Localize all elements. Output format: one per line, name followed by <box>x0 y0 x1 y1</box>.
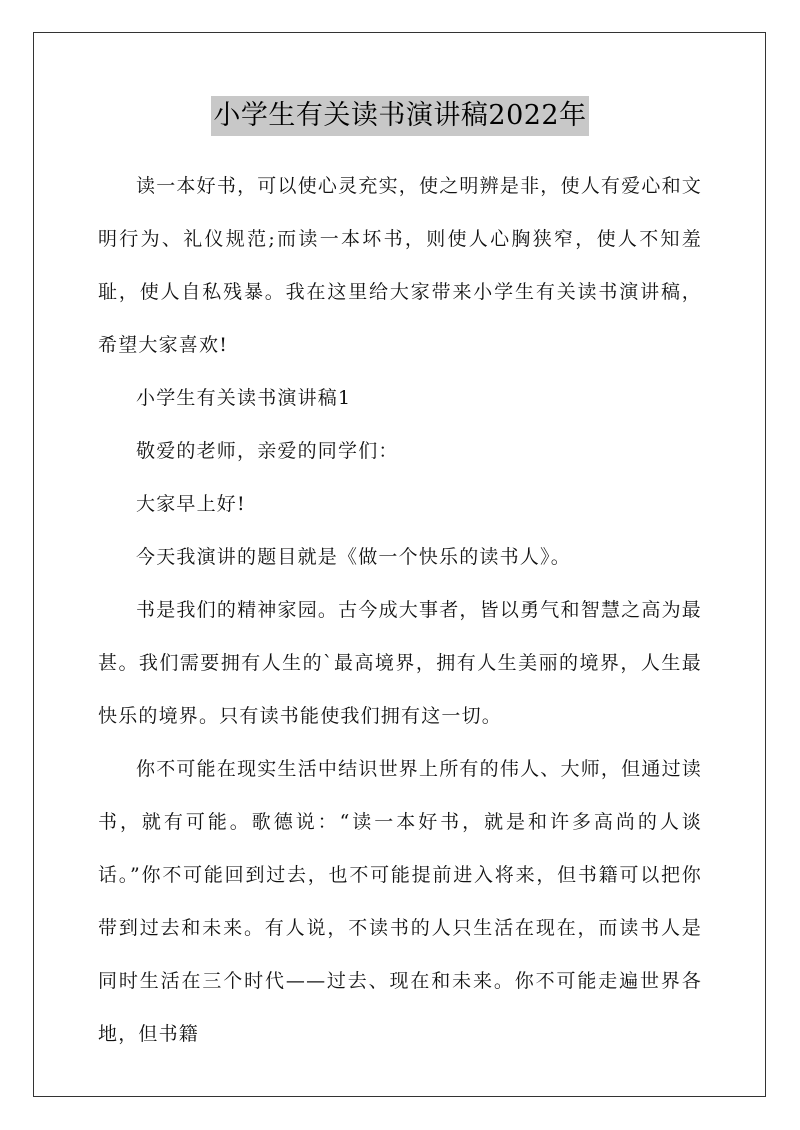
greeting: 大家早上好! <box>136 493 246 515</box>
salutation: 敬爱的老师，亲爱的同学们： <box>136 440 399 462</box>
topic-paragraph: 今天我演讲的题目就是《做一个快乐的读书人》。 <box>136 546 571 568</box>
title-container <box>0 96 800 136</box>
document-body <box>98 160 702 1061</box>
intro-paragraph: 读一本好书，可以使心灵充实，使之明辨是非，使人有爱心和文明行为、礼仪规范;而读一本坏书，则使人心胸狭窄，使人不知羞耻，使人自私残暴。我在这里给大家带来小学生有关读书演讲稿，希望大家喜欢! <box>98 175 702 356</box>
body-paragraph: 书是我们的精神家园。古今成大事者，皆以勇气和智慧之高为最甚。我们需要拥有人生的`最高境界，拥有人生美丽的境界，人生最快乐的境界。只有读书能使我们拥有这一切。 <box>98 599 702 727</box>
document-title: 小学生有关读书演讲稿2022年 <box>211 96 588 136</box>
body-paragraph: 你不可能在现实生活中结识世界上所有的伟人、大师，但通过读书，就有可能。歌德说：“读一本好书，就是和许多高尚的人谈话。”你不可能回到过去，也不可能提前进入将来，但书籍可以把你带到过去和未来。有人说，不读书的人只生活在现在，而读书人是同时生活在三个时代——过去、现在和未来。你不可能走遍世界各地，但书籍 <box>98 758 702 1045</box>
section-heading: 小学生有关读书演讲稿1 <box>136 387 352 409</box>
